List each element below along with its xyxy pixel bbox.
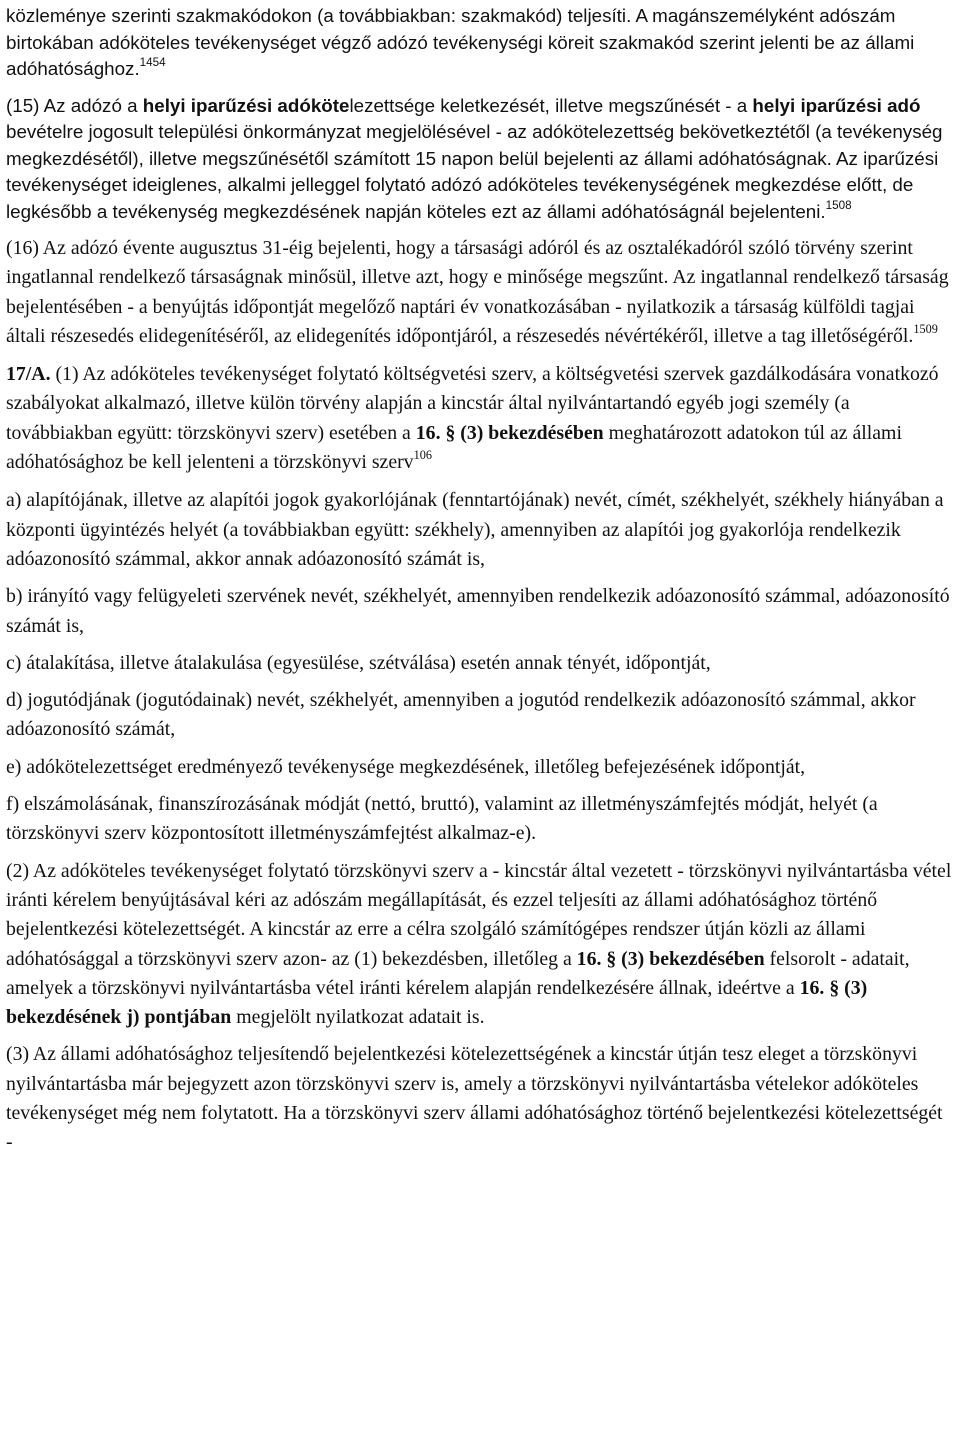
section-17a [6,360,952,477]
bold-reference: 16. § (3) bekezdésének j) pontjában [6,976,868,1029]
list-item-d: d) jogutódjának (jogutódainak) nevét, székhelyét, amennyiben a jogutód rendelkezik adóazonosító számmal, akkor adóazonosító számát, [6,689,916,741]
paragraph-16 [6,234,952,351]
paragraph-text: (16) Az adózó évente augusztus 31-éig bejelenti, hogy a társasági adóról és az osztalékadóról szóló törvény szerint ingatlannal rendelkező társaságnak minősül, illetve azt, hogy e minősége megszűnt. Az ingatlannal rendelkező társaság bejelentésében - a benyújtás időpontját megelőző naptári év vonatkozásában - nyilatkozik a társaság külföldi tagjai általi részesedés elidegenítéséről, az elidegenítés időpontjáról, a részesedés névértékéről, illetve a tag illetőségéről. [6,237,949,347]
paragraph-text: (15) Az adózó a [6,94,143,116]
document-page [6,0,952,1158]
paragraph-text: megjelölt nyilatkozat adatait is. [231,1006,485,1029]
list-item-e: e) adókötelezettséget eredményező tevékenysége megkezdésének, illetőleg befejezésének időpontját, [6,755,806,778]
paragraph-text: (1) Az adóköteles tevékenységet folytató költségvetési szerv, a költségvetési szervek gazdálkodására vonatkozó szabályokat alkalmazó, illetve külön törvény alapján a kincstár által nyilvántartandó egyéb jogi személy (a továbbiakban együtt: törzskönyvi szerv) esetében a [6,363,939,444]
paragraph-text: bevételre jogosult települési önkormányzat megjelölésével - az adókötelezettség bekövetkeztétől (a tevékenység megkezdésétől), illetve megszűnésétől számított 15 napon belül bejelenti az állami adóhatóságnak. Az iparűzési tevékenységet ideiglenes, alkalmi jelleggel folytató adózó adóköteles tevékenységének megkezdése előtt, de legkésőbb a tevékenység megkezdésének napján köteles ezt az állami adóhatóságnál bejelenteni. [6,121,943,222]
section-heading: 17/A. [6,363,51,386]
intro-paragraph [6,3,952,83]
paragraph-text: felsorolt - adatait, amelyek a törzskönyvi nyilvántartásba vétel iránti kérelem alapján rendelkezésére állnak, ideértve a [6,947,910,999]
paragraph-text: meghatározott adatokon túl az állami adóhatósághoz be kell jelenteni a törzskönyvi szerv [6,421,902,474]
bold-term: helyi iparűzési adó [752,94,921,116]
list-item-b: b) irányító vagy felügyeleti szervének nevét, székhelyét, amennyiben rendelkezik adóazonosító számmal, adóazonosító számát is, [6,585,950,637]
list-item-c: c) átalakítása, illetve átalakulása (egyesülése, szétválása) esetén annak tényét, időpontját, [6,651,711,674]
bold-reference: 16. § (3) bekezdésében [415,421,604,444]
list-item-a: a) alapítójának, illetve az alapítói jogok gyakorlójának (fenntartójának) nevét, címét, székhelyét, székhely hiányában a központi ügyintézés helyét (a továbbiakban együtt: székhely), amennyiben az alapítói jog gyakorlója rendelkezik adóazonosító számmal, akkor annak adóazonosító számát is, [6,489,944,570]
footnote-ref: 106 [413,447,432,462]
footnote-ref: 1508 [825,198,852,212]
list-item-f: f) elszámolásának, finanszírozásának módját (nettó, bruttó), valamint az illetményszámfejtés módját, helyét (a törzskönyvi szerv központosított illetményszámfejtést alkalmaz-e). [6,793,878,845]
bold-term: helyi iparűzési adóköte [142,94,350,116]
footnote-ref: 1509 [913,321,938,336]
paragraph-text: (2) Az adóköteles tevékenységet folytató törzskönyvi szerv a - kincstár által vezetett - törzskönyvi nyilvántartásba vétel iránti kérelem benyújtásával kéri az adószám megállapítását, és ezzel teljesíti az állami adóhatósághoz történő bejelentkezési kötelezettségét. A kincstár az erre a célra szolgáló számítógépes rendszer útján közli az állami adóhatósággal a törzskönyvi szerv azon- az (1) bekezdésben, illetőleg a [6,859,952,970]
intro-text: közleménye szerinti szakmakódokon (a továbbiakban: szakmakód) teljesíti. A magánszemélyként adószám birtokában adóköteles tevékenységet végző adózó tevékenységi köreit szakmakód szerint jelenti be az állami adóhatósághoz. [6,5,915,79]
paragraph-2 [6,857,952,1033]
bold-reference: 16. § (3) bekezdésében [576,947,765,970]
paragraph-3: (3) Az állami adóhatósághoz teljesítendő bejelentkezési kötelezettségének a kincstár útján tesz eleget a törzskönyvi nyilvántartásba már bejegyzett azon törzskönyvi szerv is, amely a törzskönyvi nyilvántartásba vételekor adóköteles tevékenységet még nem folytatott. Ha a törzskönyvi szerv állami adóhatósághoz történő bejelentkezési kötelezettségét - [6,1043,943,1154]
paragraph-15 [6,93,952,226]
paragraph-text: lezettsége keletkezését, illetve megszűnését - a [349,94,753,116]
footnote-ref: 1454 [139,56,166,70]
